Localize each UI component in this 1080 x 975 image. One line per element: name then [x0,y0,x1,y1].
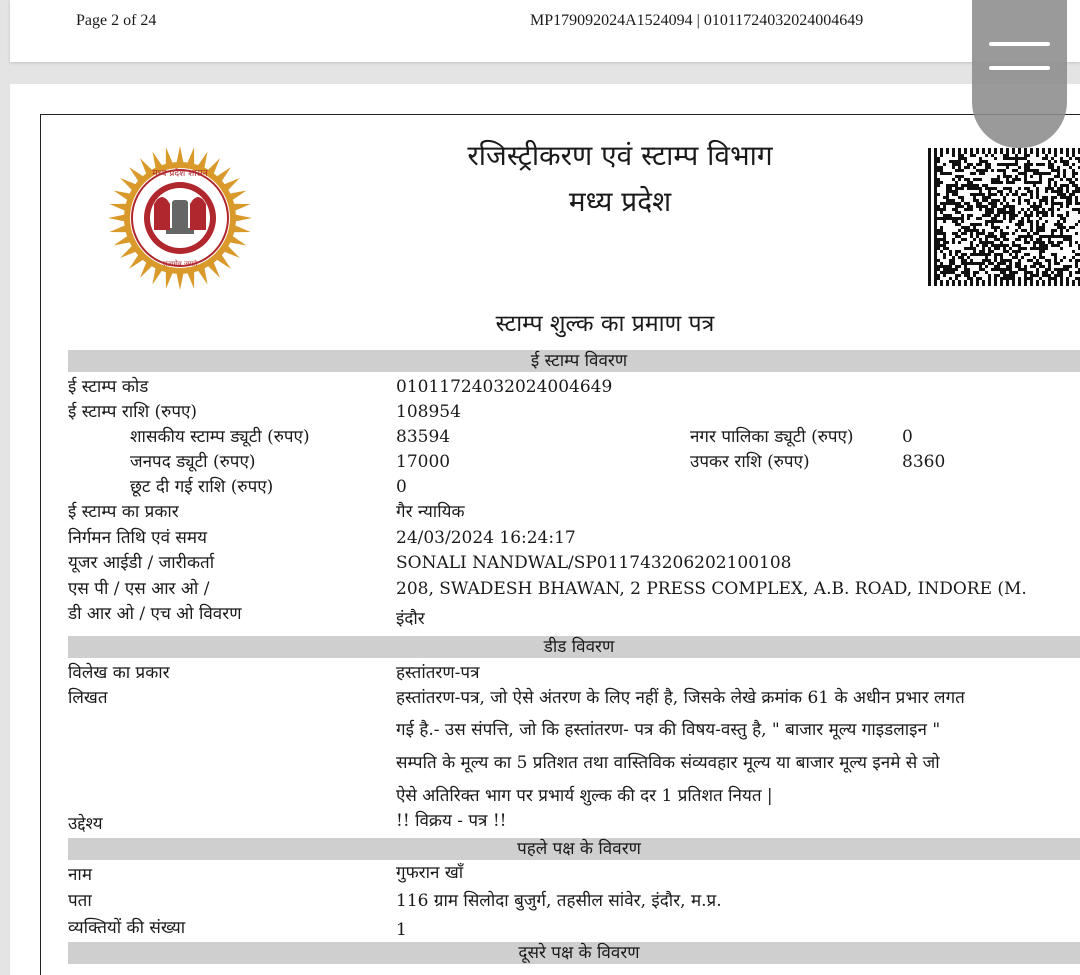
department-heading: रजिस्ट्रीकरण एवं स्टाम्प विभाग [467,139,773,172]
estamp-type-label: ई स्टाम्प का प्रकार [68,502,179,522]
issue-datetime-value: 24/03/2024 16:24:17 [396,528,576,548]
hamburger-icon [989,42,1050,46]
section-first-party: पहले पक्ष के विवरण [68,838,1080,860]
first-party-name-value: गुफरान खाँ [396,863,464,883]
menu-button[interactable] [972,0,1067,148]
section-second-party: दूसरे पक्ष के विवरण [68,942,1080,964]
deed-writing-line: गई है.- उस संपत्ति, जो कि हस्तांतरण- पत्र की विषय-वस्तु है, " बाजार मूल्य गाइडलाइन " [396,720,941,740]
mp-emblem-icon [106,144,254,292]
office-label-line-2: डी आर ओ / एच ओ विवरण [68,604,242,624]
deed-type-value: हस्तांतरण-पत्र [396,663,480,683]
state-heading: मध्य प्रदेश [568,185,672,218]
upkar-label: उपकर राशि (रुपए) [690,452,810,472]
deed-writing-line: सम्पति के मूल्य का 5 प्रतिशत तथा वास्तिविक संव्यवहार मूल्य या बाजार मूल्य इनमे से जो [396,753,940,773]
janpad-duty-label: जनपद ड्यूटी (रुपए) [130,452,256,472]
section-deed: डीड विवरण [68,636,1080,658]
document-reference: MP179092024A1524094 | 01011724032024004649 [530,12,864,29]
estamp-amount-label: ई स्टाम्प राशि (रुपए) [68,402,198,422]
estamp-code-value: 01011724032024004649 [396,377,613,397]
user-id-value: SONALI NANDWAL/SP011743206202100108 [396,553,792,573]
deed-writing-label: लिखत [68,688,108,708]
janpad-duty-value: 17000 [396,452,451,472]
issue-datetime-label: निर्गमन तिथि एवं समय [68,528,207,548]
first-party-count-value: 1 [396,920,407,940]
deed-writing-line: ऐसे अतिरिक्त भाग पर प्रभार्य शुल्क की दर 1 प्रतिशत नियत | [396,786,773,806]
emblem-top-text: मध्य प्रदेश शासन [152,169,208,179]
estamp-code-label: ई स्टाम्प कोड [68,377,149,397]
estamp-type-value: गैर न्यायिक [396,502,465,522]
first-party-name-label: नाम [68,865,93,885]
page-header-strip [10,0,1080,62]
office-value-line-2: इंदौर [396,609,425,629]
estamp-amount-value: 108954 [396,402,461,422]
document-page [10,84,1080,975]
office-value-line-1: 208, SWADESH BHAWAN, 2 PRESS COMPLEX, A.B. ROAD, INDORE (M. [396,579,1027,599]
barcode-icon [928,148,1080,286]
first-party-address-value: 116 ग्राम सिलोदा बुजुर्ग, तहसील सांवेर, इंदौर, म.प्र. [396,891,722,911]
purpose-label: उद्देश्य [68,814,103,834]
exempt-amount-label: छूट दी गई राशि (रुपए) [130,477,274,497]
first-party-count-label: व्यक्तियों की संख्या [68,918,186,938]
section-estamp: ई स्टाम्प विवरण [68,350,1080,372]
deed-writing-line: हस्तांतरण-पत्र, जो ऐसे अंतरण के लिए नहीं है, जिसके लेखे क्रमांक 61 के अधीन प्रभार लगत [396,688,965,708]
municipal-duty-value: 0 [902,427,913,447]
certificate-title: स्टाम्प शुल्क का प्रमाण पत्र [495,311,715,337]
page-indicator: Page 2 of 24 [76,12,157,29]
upkar-value: 8360 [902,452,946,472]
purpose-value: !! विक्रय - पत्र !! [396,811,507,831]
user-id-label: यूजर आईडी / जारीकर्ता [68,553,215,573]
first-party-address-label: पता [68,891,92,911]
municipal-duty-label: नगर पालिका ड्यूटी (रुपए) [690,427,854,447]
hamburger-icon-bar-2 [989,66,1050,70]
govt-duty-label: शासकीय स्टाम्प ड्यूटी (रुपए) [130,427,310,447]
exempt-amount-value: 0 [396,477,407,497]
govt-duty-value: 83594 [396,427,451,447]
emblem-bottom-text: सत्यमेव जयते [162,260,198,268]
office-label-line-1: एस पी / एस आर ओ / [68,579,210,599]
deed-type-label: विलेख का प्रकार [68,663,170,683]
